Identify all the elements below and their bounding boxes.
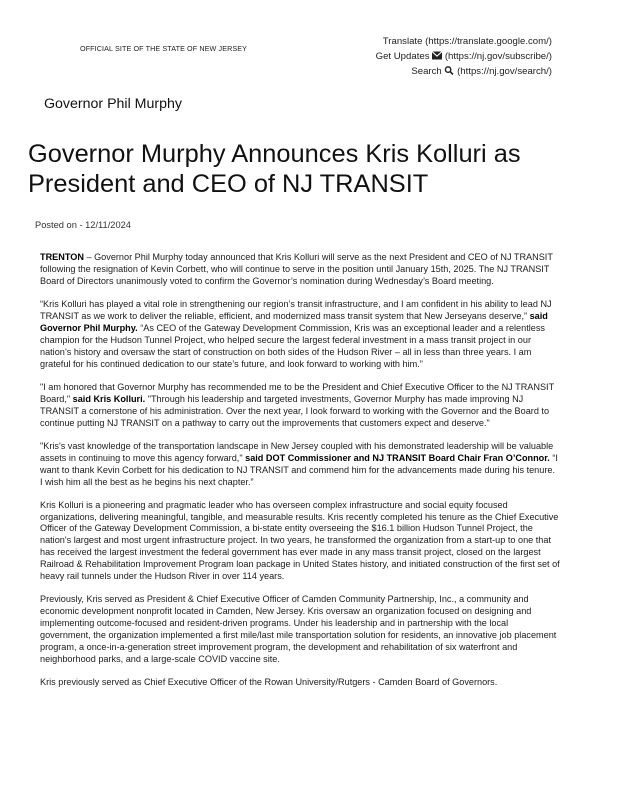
paragraph-1-text: – Governor Phil Murphy today announced that Kris Kolluri will serve as the next President and CEO of NJ TRANSIT following the resignation of Kevin Corbett, who will continue to serve in the position until January 15th, 2025. The NJ TRANSIT Board of Directors unanimously voted to confirm the Governor’s nomination during Wednesday’s Board meeting. [40, 252, 553, 286]
paragraph-3 [40, 382, 560, 430]
dateline: TRENTON [40, 252, 84, 262]
search-link[interactable] [376, 64, 552, 79]
kolluri-quote-b: "Through his leadership and targeted investments, Governor Murphy has made improving NJ TRANSIT a cornerstone of his administration. Over the next year, I look forward to working with the Governor and the Board to continue putting NJ TRANSIT on a pathway to carry out the improvements that customers expect and deserve." [40, 393, 550, 428]
murphy-quote-b: “As CEO of the Gateway Development Commission, Kris was an exceptional leader and a relentless champion for the Hudson Tunnel Project, who helped secure the largest federal investment in a mass transit project in our nation’s history and oversaw the start of construction on both sides of the Hudson River – all in less than three years. I am grateful for his continued dedication to our state’s future, and look forward to working with him.” [40, 322, 545, 369]
posted-date: Posted on - 12/11/2024 [35, 220, 131, 230]
oconnor-attribution: said DOT Commissioner and NJ TRANSIT Board Chair Fran O’Connor. [242, 452, 550, 463]
get-updates-url: (https://nj.gov/subscribe/) [442, 51, 552, 63]
kolluri-attribution: said Kris Kolluri. [70, 393, 146, 404]
paragraph-2 [40, 299, 560, 371]
kolluri-quote-a: "I am honored that Governor Murphy has recommended me to be the President and Chief Executive Officer to the NJ TRANSIT Board," [40, 381, 554, 404]
search-label: Search [411, 66, 445, 78]
get-updates-link[interactable] [376, 49, 552, 64]
paragraph-6: Previously, Kris served as President & Chief Executive Officer of Camden Community Partnership, Inc., a community and economic development nonprofit located in Camden, New Jersey. Kris oversaw an organization focused on designing and implementing outcome-focused and resident-driven programs. Under his leadership and in partnership with the local government, the organization implemented a first mile/last mile transportation solution for residents, an innovative job placement program, a once-in-a-generation street improvement program, the development and rehabilitation of six waterfront and neighborhood parks, and a large-scale COVID vaccine site. [40, 594, 557, 665]
paragraph-7: Kris previously served as Chief Executive Officer of the Rowan University/Rutgers - Camden Board of Governors. [40, 677, 498, 688]
paragraph-5: Kris Kolluri is a pioneering and pragmatic leader who has overseen complex infrastructure and social equity focused organizations, delivering meaningful, tangible, and measurable results. Kris recently completed his tenure as the Chief Executive Officer of the Gateway Development Commission, a bi-state entity overseeing the $16.1 billion Hudson Tunnel Project, the nation's largest and most urgent infrastructure project. In two years, he transformed the organization from a start-up to one that has received the largest investment the federal government has ever made in any mass transit project, closed on the largest Railroad & Rehabilitation Improvement Program loan package in United States history, and initiated construction of the first set of heavy rail tunnels under the Hudson River in over 114 years. [40, 499, 560, 582]
article-body [40, 252, 560, 700]
paragraph-1 [40, 252, 560, 288]
murphy-attribution: said Governor Phil Murphy. [40, 310, 548, 333]
envelope-icon [432, 51, 442, 60]
oconnor-quote-a: "Kris's vast knowledge of the transportation landscape in New Jersey coupled with his demonstrated leadership will be valuable assets in continuing to move this agency forward," [40, 440, 554, 463]
top-links [376, 34, 552, 80]
official-site-label: OFFICIAL SITE OF THE STATE OF NEW JERSEY [80, 44, 248, 53]
get-updates-label: Get Updates [375, 51, 433, 63]
oconnor-quote-b: “I want to thank Kevin Corbett for his dedication to NJ TRANSIT and commend him for the advancements made during his tenure. I wish him all the best as he begins his next chapter.” [40, 452, 558, 487]
governor-name: Governor Phil Murphy [44, 96, 182, 112]
search-icon [444, 66, 454, 75]
translate-link[interactable]: Translate (https://translate.google.com/) [382, 36, 552, 47]
article-title: Governor Murphy Announces Kris Kolluri as President and CEO of NJ TRANSIT [28, 140, 521, 198]
search-url: (https://nj.gov/search/) [454, 66, 552, 78]
paragraph-4 [40, 441, 560, 489]
murphy-quote-a: “Kris Kolluri has played a vital role in strengthening our region’s transit infrastructure, and I am confident in his ability to lead NJ TRANSIT as we work to deliver the reliable, efficient, and modernized mass transit system that New Jerseyans deserve,” [40, 298, 552, 321]
